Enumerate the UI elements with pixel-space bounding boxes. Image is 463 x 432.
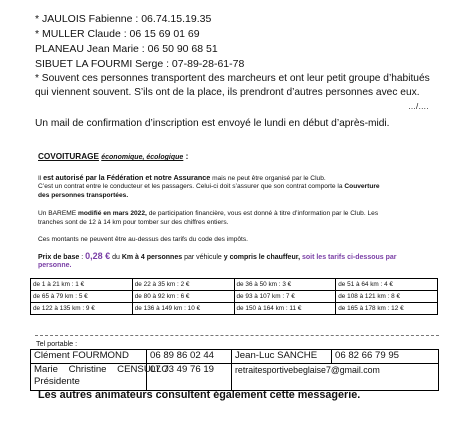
contact-name: Jean-Luc SANCHE: [232, 350, 332, 364]
covoiturage-title: COVOITURAGE: [38, 152, 99, 161]
base-price-line2: personne.: [38, 262, 72, 269]
table-row: [31, 350, 439, 364]
note-text: qui viennent souvent. S’ils ont de la place, ils prendront d’autres personnes avec eux.: [35, 87, 420, 98]
prix-mid: par véhicule: [182, 254, 224, 261]
tel-label: Tel portable :: [36, 339, 78, 348]
table-row: [31, 279, 438, 291]
table-row: [31, 303, 438, 315]
mail-confirmation: Un mail de confirmation d’inscription est envoyé le lundi en début d’après-midi.: [35, 118, 390, 129]
contact-line: PLANEAU Jean Marie : 06 50 90 68 51: [35, 43, 218, 55]
contact-email[interactable]: retraitesportivebeglaise7@gmail.com: [232, 364, 439, 391]
bareme-text: [38, 210, 378, 219]
contact-line: SIBUET LA FOURMI Serge : 07-89-28-61-78: [35, 58, 245, 70]
president-role: Présidente: [34, 376, 80, 387]
tariff-cell: de 51 à 64 km : 4 €: [336, 279, 438, 291]
note-text: * Souvent ces personnes transportent des marcheurs et ont leur petit groupe d’habitués: [35, 73, 430, 84]
tariff-cell: de 165 à 178 km : 12 €: [336, 303, 438, 315]
bareme-text-line2: tranches sont de 12 à 14 km pour tomber sur des chiffres entiers.: [38, 219, 229, 226]
divider: [35, 335, 439, 336]
heading-colon: :: [183, 152, 189, 161]
limit-note: Ces montants ne peuvent être au-dessus des tarifs du code des impôts.: [38, 236, 249, 243]
tariff-cell: de 1 à 21 km : 1 €: [31, 279, 133, 291]
tariff-table: [30, 278, 438, 315]
tariff-cell: de 122 à 135 km : 9 €: [31, 303, 133, 315]
continuation-mark: …/….: [408, 102, 429, 111]
tariff-cell: de 65 à 79 km : 5 €: [31, 291, 133, 303]
contact-phone: 06 82 66 79 95: [332, 350, 439, 364]
footer-note: Les autres animateurs consultent également cette messagerie.: [38, 389, 361, 401]
contact-line: * JAULOIS Fabienne : 06.74.15.19.35: [35, 13, 212, 25]
covoiturage-subtitle: économique, écologique: [101, 154, 184, 161]
tariff-cell: de 150 à 164 km : 11 €: [234, 303, 336, 315]
auth-bold: est autorisé par la Fédération et notre Assurance: [43, 173, 211, 182]
prix-km: Km à 4 personnes: [121, 254, 183, 261]
contact-name: [31, 364, 169, 391]
bareme-a: Un BAREME: [38, 210, 78, 217]
contract-text-line2: des personnes transportées.: [38, 192, 129, 199]
tariff-cell: de 80 à 92 km : 6 €: [132, 291, 234, 303]
base-price-line: [38, 251, 397, 263]
contract-b: Couverture: [344, 183, 380, 190]
contact-phone: 06 89 86 02 44: [147, 350, 232, 364]
tariff-cell: de 22 à 35 km : 2 €: [132, 279, 234, 291]
covoiturage-heading: [38, 151, 188, 163]
contacts-table: [30, 349, 439, 391]
prix-y: y compris le chauffeur,: [223, 254, 301, 261]
prix-label: Prix de base: [38, 254, 80, 261]
contact-phone: 07 73 49 76 19: [147, 364, 232, 391]
bareme-b: modifié en mars 2022,: [77, 210, 147, 217]
table-row: [31, 364, 439, 391]
president-name: Marie Christine CENSULLO: [34, 364, 169, 375]
table-row: [31, 291, 438, 303]
contract-a: C’est un contrat entre le conducteur et les passagers. Celui-ci doit s’assurer que son contrat comporte la: [38, 183, 345, 190]
prix-colon: :: [79, 254, 86, 261]
contract-text: [38, 183, 380, 192]
contact-line: * MULLER Claude : 06 15 69 01 69: [35, 28, 200, 40]
tariff-cell: de 136 à 149 km : 10 €: [132, 303, 234, 315]
prix-value: 0,28 €: [85, 251, 111, 261]
tariff-cell: de 108 à 121 km : 8 €: [336, 291, 438, 303]
prix-du: du: [110, 254, 122, 261]
auth-prefix: Il: [38, 175, 44, 182]
tariff-cell: de 93 à 107 km : 7 €: [234, 291, 336, 303]
tariff-cell: de 36 à 50 km : 3 €: [234, 279, 336, 291]
prix-soit: soit les tarifs ci-dessous par: [300, 254, 397, 261]
contact-name: Clément FOURMOND: [31, 350, 147, 364]
auth-rest: mais ne peut être organisé par le Club.: [210, 175, 326, 182]
bareme-c: de participation financière, vous est donné à titre d’information par le Club. Les: [146, 210, 379, 217]
